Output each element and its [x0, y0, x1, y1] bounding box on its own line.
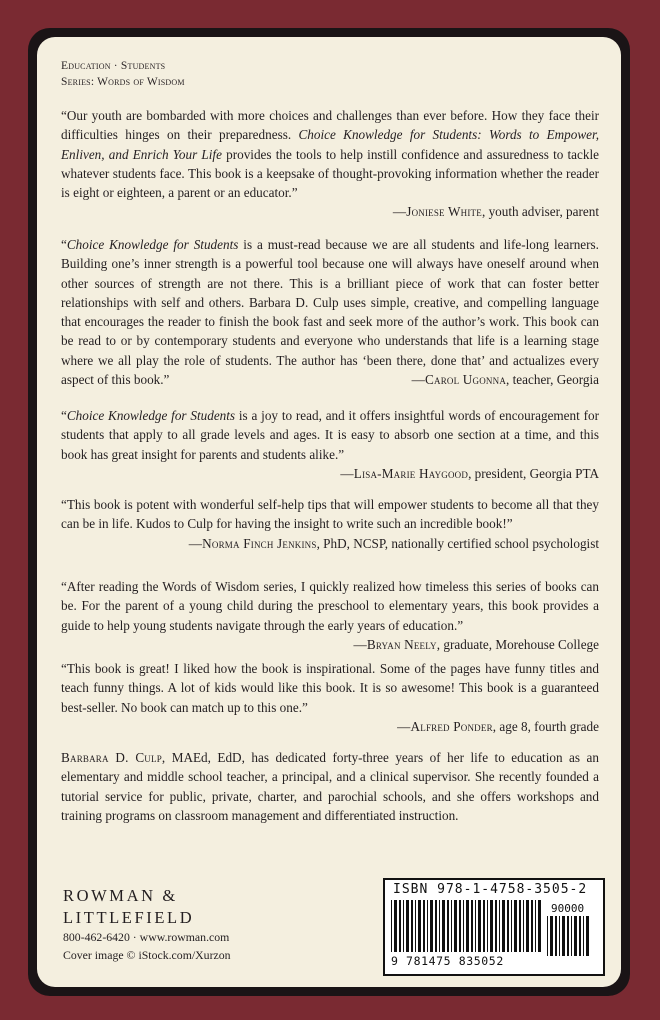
attribution-name: —Bryan Neely — [353, 636, 437, 652]
blurb-text: “ — [61, 408, 67, 423]
barcode-bar — [586, 916, 589, 956]
attribution-role: , teacher, Georgia — [506, 372, 599, 388]
publisher-logo-line1: ROWMAN & — [63, 886, 178, 905]
attribution-name: —Joniese White — [392, 204, 482, 220]
blurb-carol-ugonna — [61, 235, 599, 389]
blurb-text: “This book is great! I liked how the book is inspirational. Some of the pages have funny titles and teach funny things. A lot of kids would like this book. It is so awesome! This book is a guaranteed best-seller. No book can match up to this one.” — [61, 661, 599, 715]
barcode-bar — [406, 900, 409, 952]
barcode-bar — [411, 900, 413, 952]
barcode-bar — [547, 916, 548, 956]
barcode-bar — [447, 900, 449, 952]
barcode-bar — [439, 900, 440, 952]
category-label: Education · Students — [61, 60, 166, 72]
attribution-name: —Lisa-Marie Haygood — [340, 465, 469, 481]
barcode-bar — [514, 900, 517, 952]
barcode-bar — [423, 900, 425, 952]
book-title: Choice Knowledge for Students — [66, 237, 239, 252]
barcode-bar — [394, 900, 397, 952]
book-title: Choice Knowledge for Students — [66, 408, 236, 423]
isbn-barcode — [383, 878, 605, 976]
barcode-bar — [478, 900, 481, 952]
barcode-bar — [463, 900, 464, 952]
barcode-bar — [574, 916, 577, 956]
barcode-bar — [502, 900, 505, 952]
blurb-bryan-neely — [61, 577, 599, 654]
blurb-attribution — [61, 464, 599, 483]
blurb-text: is a must-read because we are all students and life-long learners. Building one’s inner strength is a powerful tool because one will always have oneself around when other sources of strength are not there. This is a brilliant piece of work that can foster better relationships with self and others. Barbara D. Culp uses simple, creative, and compelling language that encourages the reader to finish the book fast and seek more of the author’s work. This book can be read to or by contemporary students and everyone who understands that life is a learning stage where we all play the role of students. The author has ‘been there, done that’ and actualizes every aspect of this book.” — [61, 237, 599, 388]
barcode-bar — [511, 900, 512, 952]
blurb-joniese-white — [61, 106, 599, 222]
barcode-bar — [418, 900, 421, 952]
attribution-role: , president, Georgia PTA — [468, 465, 599, 481]
barcode-bar — [499, 900, 500, 952]
barcode-bar — [403, 900, 404, 952]
author-bio-text: , MAEd, EdD, has dedicated forty-three years of her life to education as an elementary and middle school teacher, a principal, and a clinical supervisor. She recently founded a tutorial service for public, private, charter, and parochial schools, and she offers workshops and training programs on classroom management and differentiated instruction. — [61, 750, 599, 823]
barcode-bar — [562, 916, 565, 956]
barcode-bar — [519, 900, 521, 952]
author-bio — [61, 748, 599, 825]
publisher-logo — [63, 885, 194, 929]
blurb-attribution — [61, 717, 599, 736]
attribution-name: —Carol Ugonna — [411, 372, 507, 388]
attribution-name: —Norma Finch Jenkins — [188, 535, 317, 551]
barcode-bar — [495, 900, 497, 952]
barcode-bar — [531, 900, 533, 952]
barcode-bar — [526, 900, 529, 952]
publisher-logo-line2: LITTLEFIELD — [63, 908, 195, 927]
blurb-text: is a joy to read, and it offers insightful words of encouragement for students that apply to all grade levels and ages. It is easy to absorb one section at a time, and this book has great insight for parents and students alike.” — [61, 408, 599, 462]
barcode-bar — [466, 900, 469, 952]
attribution-name: —Alfred Ponder — [397, 718, 493, 734]
barcode-bar — [579, 916, 581, 956]
barcode-bar — [435, 900, 437, 952]
blurb-lisa-marie-haygood — [61, 406, 599, 483]
barcode-bar — [483, 900, 485, 952]
barcode-bar — [415, 900, 416, 952]
blurb-text: “After reading the Words of Wisdom series, I quickly realized how timeless this series of books can be. For the parent of a young child during the preschool to elementary years, this book provides a guide to help young students navigate through the early years of education.” — [61, 579, 599, 633]
blurb-text: “Our youth are bombarded with more choices and challenges than ever before. How they face their difficulties hinges on their preparedness. — [61, 108, 599, 143]
publisher-contact: 800-462-6420 · www.rowman.com — [63, 930, 230, 944]
barcode-bar — [442, 900, 445, 952]
blurb-norma-finch-jenkins — [61, 495, 599, 553]
barcode-bar — [523, 900, 524, 952]
barcode-bar — [555, 916, 557, 956]
blurb-attribution — [61, 635, 599, 654]
barcode-bar — [471, 900, 473, 952]
author-name: Barbara D. Culp — [61, 750, 162, 765]
book-title: Choice Knowledge for Students: Words to Empower, Enliven, and Enrich Your Life — [61, 127, 599, 162]
barcode-bar — [475, 900, 476, 952]
barcode-bar — [550, 916, 553, 956]
blurb-text: “This book is potent with wonderful self-help tips that will empower students to become all that they can be in life. Kudos to Culp for having the insight to write such an incredible book!” — [61, 497, 599, 532]
blurb-attribution — [61, 534, 599, 553]
barcode-bar — [430, 900, 433, 952]
barcode-bar — [535, 900, 536, 952]
attribution-role: , graduate, Morehouse College — [436, 636, 599, 652]
attribution-role: , PhD, NCSP, nationally certified school psychologist — [316, 535, 599, 551]
attribution-role: , youth adviser, parent — [481, 204, 599, 220]
barcode-bar — [427, 900, 428, 952]
barcode-bar — [507, 900, 509, 952]
blurb-text: “ — [61, 237, 67, 252]
price-code: 90000 — [551, 902, 585, 915]
isbn-label: ISBN 978-1-4758-3505-2 — [393, 882, 588, 897]
barcode-bar — [459, 900, 461, 952]
barcode-bar — [559, 916, 560, 956]
barcode-digits: 9 781475 835052 — [391, 954, 504, 968]
series-label: Series: Words of Wisdom — [61, 76, 185, 88]
barcode-bar — [451, 900, 452, 952]
attribution-role: , age 8, fourth grade — [492, 718, 599, 734]
barcode-bar — [391, 900, 392, 952]
blurb-attribution — [61, 202, 599, 221]
barcode-bar — [567, 916, 569, 956]
blurb-text: provides the tools to help instill confidence and assuredness to tackle whatever students face. This book is a keepsake of thought-provoking information whether the reader is eight or eighteen, a parent or an educator.” — [61, 146, 599, 201]
blurb-alfred-ponder — [61, 659, 599, 736]
barcode-bar — [399, 900, 401, 952]
barcode-bar — [538, 900, 541, 952]
cover-image-credit: Cover image © iStock.com/Xurzon — [63, 948, 231, 962]
barcode-bar — [571, 916, 572, 956]
ean-barcode-bars — [391, 900, 541, 954]
barcode-bar — [583, 916, 584, 956]
barcode-bar — [487, 900, 488, 952]
barcode-bar — [490, 900, 493, 952]
barcode-bar — [454, 900, 457, 952]
back-cover-panel — [37, 37, 621, 987]
category-header — [61, 58, 601, 90]
